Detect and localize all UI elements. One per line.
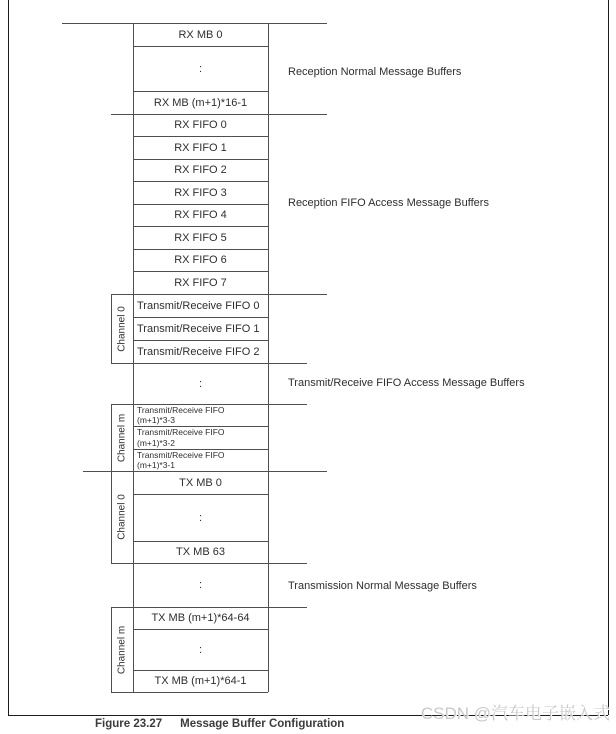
- buffer-cell-line: (m+1)*3-1: [137, 460, 176, 470]
- buffer-cell: TX MB 0: [179, 476, 222, 489]
- buffer-cell-line: Transmit/Receive FIFO: [137, 404, 225, 415]
- section-label: Transmission Normal Message Buffers: [288, 580, 477, 592]
- buffer-cell: RX MB 0: [178, 28, 223, 41]
- buffer-cell: RX FIFO 6: [174, 254, 227, 266]
- sub-divider-line: [111, 607, 307, 608]
- buffer-cell: Transmit/Receive FIFO 1: [137, 322, 260, 335]
- sub-divider-line: [111, 363, 307, 364]
- channel-label-box: [111, 471, 133, 563]
- buffer-cell: RX FIFO 0: [174, 119, 227, 131]
- channel-label: Channel 0: [116, 305, 128, 352]
- buffer-cell: TX MB (m+1)*64-64: [151, 612, 250, 624]
- figure-caption: [95, 718, 344, 730]
- buffer-cell: RX FIFO 5: [174, 231, 227, 244]
- figure-caption-title: Message Buffer Configuration: [180, 718, 345, 730]
- buffer-cell: RX FIFO 2: [174, 164, 227, 176]
- buffer-cell: Transmit/Receive FIFO 2: [137, 345, 260, 358]
- buffer-cell: [133, 404, 268, 426]
- channel-label: Channel 0: [116, 494, 128, 540]
- frame-border-left: [8, 0, 9, 715]
- section-label: Transmit/Receive FIFO Access Message Buffers: [288, 377, 525, 389]
- channel-label-box: [111, 607, 133, 692]
- figure-caption-label: Figure 23.27: [95, 718, 163, 730]
- dots-cell: :: [198, 62, 203, 75]
- sub-divider-line: [111, 692, 268, 693]
- section-label: Reception FIFO Access Message Buffers: [288, 197, 489, 209]
- frame-border-right: [608, 0, 609, 715]
- channel-label: Channel m: [116, 625, 128, 674]
- watermark: CSDN @汽车电子嵌入式: [420, 704, 610, 723]
- sub-divider-line: [111, 563, 307, 564]
- buffer-cell-line: Transmit/Receive FIFO: [137, 427, 225, 438]
- sub-divider-line: [111, 404, 307, 405]
- dots-cell: :: [198, 511, 203, 524]
- buffer-cell: Transmit/Receive FIFO 0: [137, 299, 260, 312]
- buffer-cell: TX MB (m+1)*64-1: [154, 675, 247, 687]
- channel-label-box: [111, 294, 133, 363]
- buffer-cell: [133, 449, 268, 471]
- buffer-cell-line: Transmit/Receive FIFO: [137, 449, 225, 460]
- dots-cell: :: [198, 579, 203, 591]
- channel-label: Channel m: [116, 413, 128, 462]
- buffer-cell: RX FIFO 7: [174, 276, 227, 289]
- dots-cell: :: [198, 643, 203, 656]
- table-edge-right: [268, 23, 269, 692]
- buffer-cell: RX MB (m+1)*16-1: [153, 96, 248, 109]
- buffer-cell-line: (m+1)*3-3: [137, 415, 176, 425]
- dots-cell: :: [198, 377, 203, 390]
- buffer-cell: TX MB 63: [176, 546, 225, 558]
- channel-label-box: [111, 404, 133, 471]
- buffer-cell: RX FIFO 4: [174, 209, 227, 221]
- section-label: Reception Normal Message Buffers: [288, 66, 462, 78]
- buffer-cell: [133, 426, 268, 449]
- buffer-cell-line: (m+1)*3-2: [137, 437, 176, 448]
- buffer-cell: RX FIFO 1: [174, 141, 227, 154]
- buffer-cell: RX FIFO 3: [174, 186, 227, 199]
